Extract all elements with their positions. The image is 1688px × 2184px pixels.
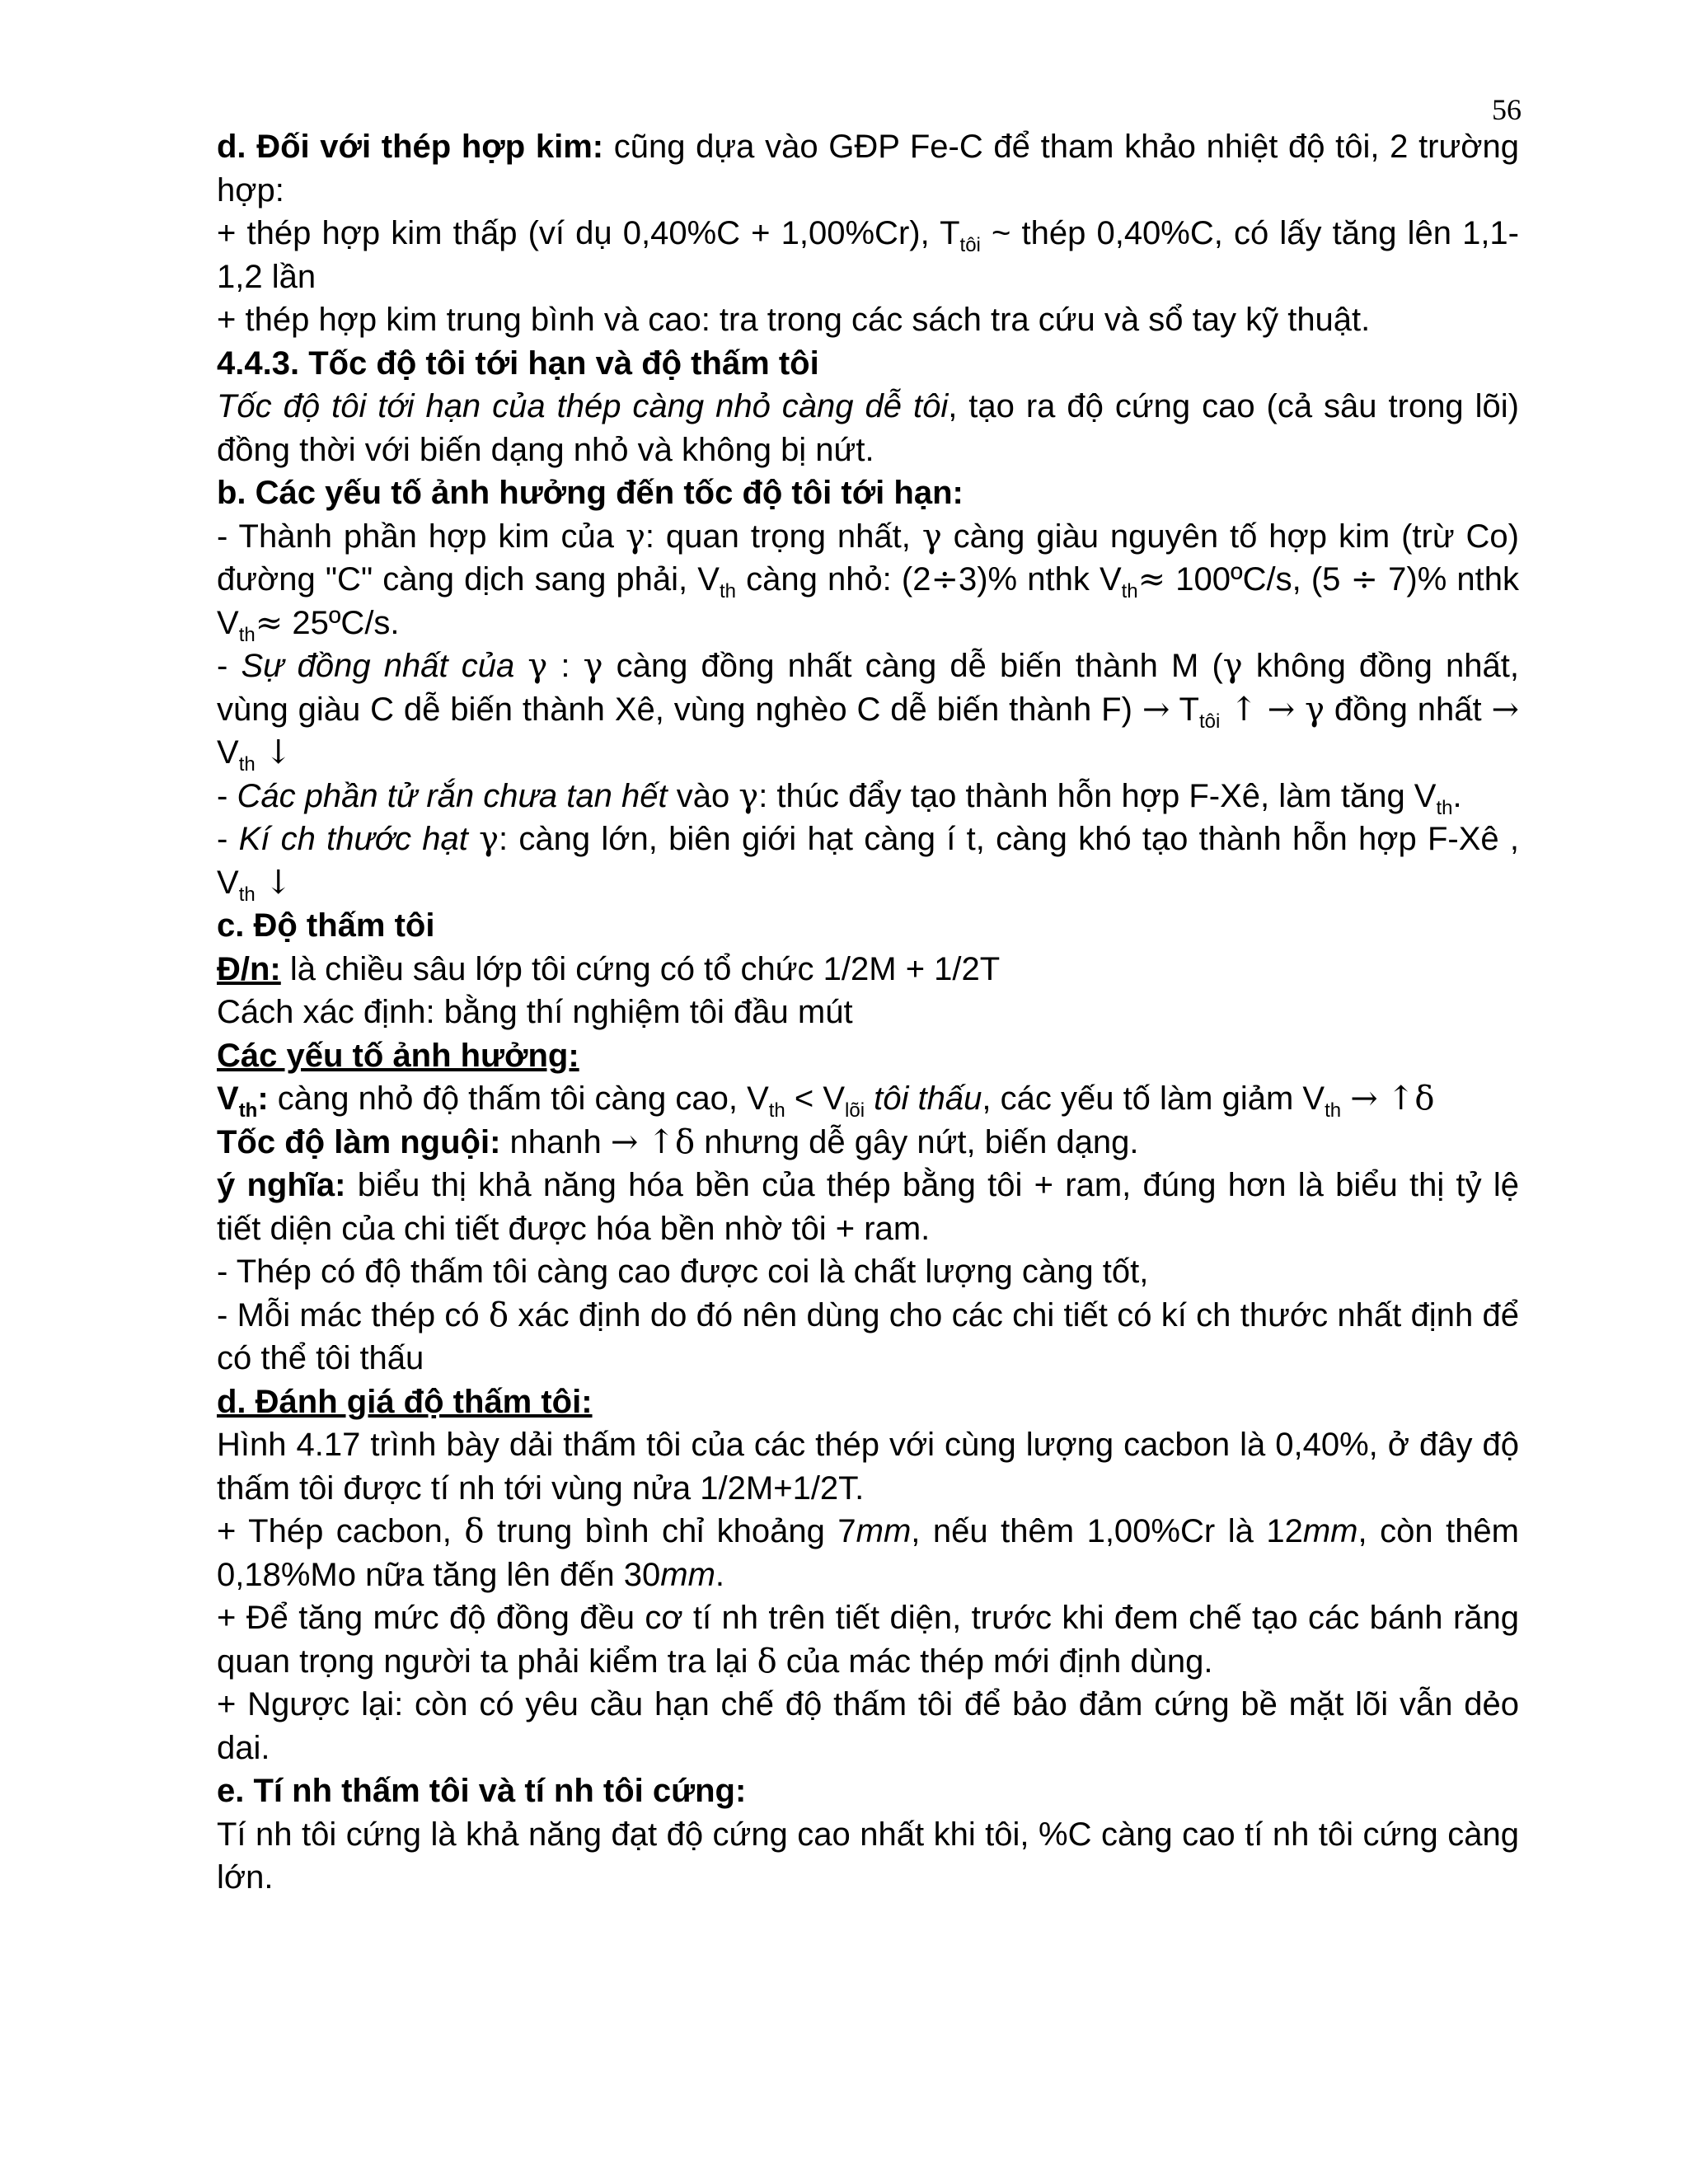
meaning-text: biểu thị khả năng hóa bền của thép bằng tôi + ram, đúng hơn là biểu thị tỷ lệ tiết diện của chi tiết được hóa bền nhờ tôi + ram. xyxy=(217,1167,1519,1247)
arrow-up-icon: ↑ xyxy=(1230,690,1258,729)
text: + Thép cacbon, xyxy=(217,1513,465,1549)
approx-symbol: ≈ xyxy=(255,603,284,642)
subscript: th xyxy=(1325,1099,1342,1122)
text: trung bình chỉ khoảng 7 xyxy=(484,1513,856,1549)
delta-symbol: δ xyxy=(488,1296,509,1334)
arrow-up-icon: ↑ xyxy=(647,1122,676,1161)
gamma-symbol: γ xyxy=(479,820,499,858)
hardening-heading: e. Tí nh thấm tôi và tí nh tôi cứng: xyxy=(217,1773,747,1809)
critical-rate-paragraph xyxy=(217,385,1519,471)
evaluation-heading: d. Đánh giá độ thấm tôi: xyxy=(217,1383,593,1420)
hardenability-heading: c. Độ thấm tôi xyxy=(217,907,435,944)
unit-mm: mm xyxy=(660,1556,715,1593)
meaning-point-1: - Thép có độ thấm tôi càng cao được coi là chất lượng càng tốt, xyxy=(217,1254,1149,1290)
arrow-up-icon: ↑ xyxy=(1386,1080,1415,1118)
text: càng nhỏ độ thấm tôi càng cao, V xyxy=(268,1080,769,1117)
text: - Mỗi mác thép có xyxy=(217,1296,489,1333)
arrow-right-icon: → xyxy=(610,1122,639,1161)
approx-symbol: ≈ xyxy=(1137,560,1166,598)
hardening-paragraph: Tí nh tôi cứng là khả năng đạt độ cứng cao nhất khi tôi, %C càng cao tí nh tôi cứng càng lớn. xyxy=(217,1816,1519,1896)
text: vào xyxy=(667,777,739,814)
low-alloy-bullet xyxy=(217,212,1519,298)
factor-undissolved-particles xyxy=(217,775,1519,818)
colon: : xyxy=(257,1080,269,1117)
page-number: 56 xyxy=(1492,93,1522,126)
text: : thúc đẩy tạo thành hỗn hợp F-Xê, làm tăng V xyxy=(758,777,1437,814)
text: càng giàu nguyên tố hợp kim (trừ Co) đường "C" càng dịch sang phải, V xyxy=(217,518,1520,598)
subscript: lõi xyxy=(845,1099,865,1122)
arrow-right-icon: → xyxy=(1350,1080,1378,1118)
meaning-point-2 xyxy=(217,1294,1519,1380)
alloy-steel-heading: d. Đối với thép hợp kim: xyxy=(217,129,604,165)
subscript: tôi xyxy=(1198,710,1221,733)
text: đồng nhất xyxy=(1324,691,1492,728)
factor-homogeneity xyxy=(217,644,1519,775)
subscript: th xyxy=(238,1099,258,1122)
vth-label: V xyxy=(217,1080,239,1117)
evaluation-paragraph-2 xyxy=(217,1510,1519,1596)
meaning-label: ý nghĩa: xyxy=(217,1167,346,1203)
document-body xyxy=(217,125,1519,1900)
text: . xyxy=(1452,777,1462,814)
arrow-right-icon: → xyxy=(1267,690,1296,729)
text: càng đồng nhất càng dễ biến thành M ( xyxy=(603,648,1223,684)
text: 25ºC/s. xyxy=(283,604,400,641)
subscript: th xyxy=(1121,580,1138,602)
gamma-symbol: γ xyxy=(738,776,759,815)
alloy-steel-paragraph xyxy=(217,125,1519,212)
text: , còn thêm 0,18%Mo nữa tăng lên đến 30 xyxy=(217,1513,1520,1593)
divide-symbol: ÷ xyxy=(1350,560,1379,598)
text: - xyxy=(217,648,241,684)
gamma-symbol: γ xyxy=(1305,690,1325,729)
text: - Thành phần hợp kim của xyxy=(217,518,626,555)
gamma-symbol: γ xyxy=(625,517,645,555)
arrow-right-icon: → xyxy=(1491,690,1519,729)
subscript: th xyxy=(1436,796,1453,819)
method-line: Cách xác định: bằng thí nghiệm tôi đầu mút xyxy=(217,994,853,1030)
text: 7)% nthk V xyxy=(217,561,1519,641)
text: + Để tăng mức độ đồng đều cơ tí nh trên tiết diện, trước khi đem chế tạo các bánh răng quan trọng người ta phải kiểm tra lại xyxy=(217,1600,1519,1680)
text: : quan trọng nhất, xyxy=(645,518,922,555)
definition-text: là chiều sâu lớp tôi cứng có tổ chức 1/2M + 1/2T xyxy=(280,950,1001,987)
subscript: th xyxy=(768,1099,785,1122)
text: nhưng dễ gây nứt, biến dạng. xyxy=(695,1123,1139,1160)
definition-label: Đ/n: xyxy=(217,950,281,987)
meaning-paragraph xyxy=(217,1164,1519,1250)
emphasis: tôi thấu xyxy=(865,1080,982,1117)
emphasis: Các phần tử rắn chưa tan hết xyxy=(237,777,668,814)
delta-symbol: δ xyxy=(464,1512,485,1550)
text: , các yếu tố làm giảm V xyxy=(982,1080,1325,1117)
delta-symbol: δ xyxy=(1414,1080,1435,1118)
unit-mm: mm xyxy=(856,1513,912,1549)
evaluation-paragraph-3 xyxy=(217,1596,1519,1683)
text: không đồng nhất, vùng giàu C dễ biến thành Xê, vùng nghèo C dễ biến thành F) xyxy=(217,648,1520,728)
factor-alloy-composition xyxy=(217,515,1519,645)
emphasis: Kí ch thước hạt xyxy=(238,821,468,857)
critical-rate-text: , tạo ra độ cứng cao (cả sâu trong lõi) đồng thời với biến dạng nhỏ và không bị nứt. xyxy=(217,388,1519,468)
divide-symbol: ÷ xyxy=(931,560,959,598)
definition-line xyxy=(217,948,1519,991)
text: : càng lớn, biên giới hạt càng í t, càng khó tạo thành hỗn hợp F-Xê , V xyxy=(217,821,1520,901)
subscript: tôi xyxy=(959,234,981,256)
section-heading-4-4-3: 4.4.3. Tốc độ tôi tới hạn và độ thấm tôi xyxy=(217,344,819,382)
text: nhanh xyxy=(500,1123,611,1160)
subscript: th xyxy=(238,623,256,646)
cooling-rate-factor xyxy=(217,1121,1519,1165)
emphasis: Sự đồng nhất của xyxy=(241,648,515,684)
subscript: th xyxy=(238,883,256,906)
evaluation-paragraph-1: Hình 4.17 trình bày dải thấm tôi của các thép với cùng lượng cacbon là 0,40%, ở đây độ thấm tôi được tí nh tới vùng nửa 1/2M+1/2T. xyxy=(217,1427,1519,1507)
gamma-symbol: γ xyxy=(921,517,942,555)
text: xác định do đó nên dùng cho các chi tiết có kí ch thước nhất định để có thể tôi thấu xyxy=(217,1296,1519,1376)
arrow-down-icon: ↓ xyxy=(264,863,293,902)
text: : xyxy=(547,648,584,684)
text: - xyxy=(217,821,239,857)
delta-symbol: δ xyxy=(757,1642,777,1680)
gamma-symbol: γ xyxy=(583,647,603,685)
subscript: th xyxy=(238,753,256,776)
arrow-down-icon: ↓ xyxy=(264,733,293,771)
gamma-symbol: γ xyxy=(1222,647,1243,685)
text: , nếu thêm 1,00%Cr là 12 xyxy=(911,1513,1303,1549)
text: 100ºC/s, (5 xyxy=(1165,561,1351,598)
delta-symbol: δ xyxy=(675,1122,696,1161)
arrow-right-icon: → xyxy=(1142,690,1170,729)
text: của mác thép mới định dùng. xyxy=(776,1643,1213,1680)
factors-subheading: Các yếu tố ảnh hưởng: xyxy=(217,1037,579,1074)
cooling-rate-label: Tốc độ làm nguội: xyxy=(217,1123,501,1160)
factor-grain-size xyxy=(217,818,1519,904)
text: 3)% nthk V xyxy=(958,561,1122,598)
unit-mm: mm xyxy=(1302,1513,1358,1549)
subscript: th xyxy=(719,580,736,602)
text: T xyxy=(1170,691,1199,728)
gamma-symbol: γ xyxy=(528,647,548,685)
factors-heading: b. Các yếu tố ảnh hưởng đến tốc độ tôi tới hạn: xyxy=(217,475,964,511)
vth-factor xyxy=(217,1077,1519,1121)
evaluation-paragraph-4: + Ngược lại: còn có yêu cầu hạn chế độ thấm tôi để bảo đảm cứng bề mặt lõi vẫn dẻo dai. xyxy=(217,1686,1519,1766)
alloy-steel-intro: cũng dựa vào GĐP Fe-C để tham khảo nhiệt độ tôi, 2 trường hợp: xyxy=(217,129,1520,209)
low-alloy-text-cont: ~ thép 0,40%C, có lấy tăng lên 1,1-1,2 lần xyxy=(217,215,1519,295)
text: - xyxy=(217,777,237,814)
text: < V xyxy=(785,1080,846,1117)
text: càng nhỏ: (2 xyxy=(735,561,931,598)
text: . xyxy=(715,1556,725,1593)
low-alloy-text: + thép hợp kim thấp (ví dụ 0,40%C + 1,00%Cr), T xyxy=(217,215,960,251)
high-alloy-bullet: + thép hợp kim trung bình và cao: tra trong các sách tra cứu và sổ tay kỹ thuật. xyxy=(217,302,1371,338)
text: V xyxy=(217,734,239,771)
critical-rate-emphasis: Tốc độ tôi tới hạn của thép càng nhỏ càng dễ tôi xyxy=(217,388,949,424)
